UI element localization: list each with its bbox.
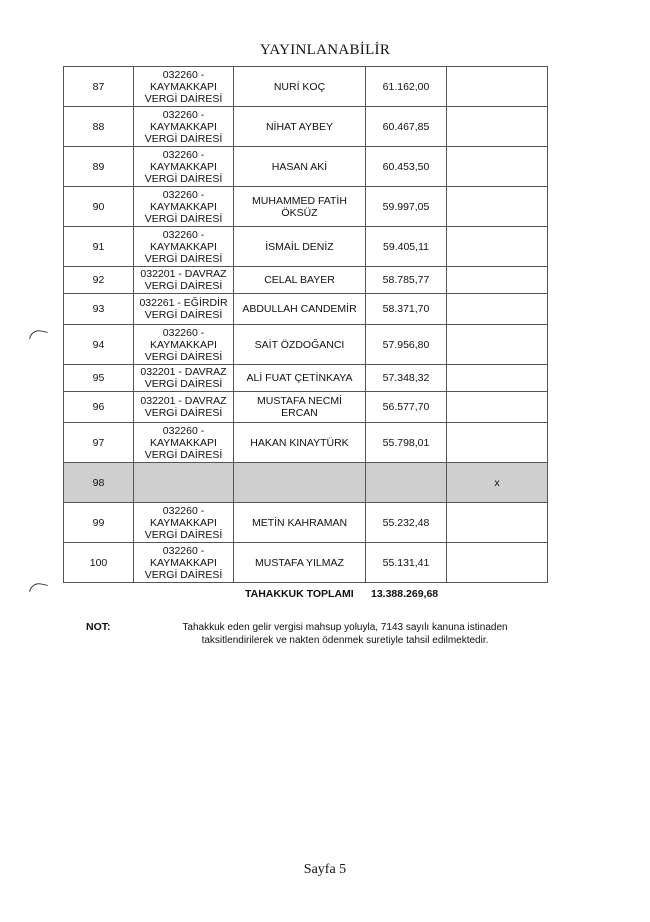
mark-cell xyxy=(447,67,548,107)
table-row xyxy=(64,227,548,267)
taxpayer-name: HASAN AKİ xyxy=(234,147,366,187)
row-number: 94 xyxy=(64,325,134,365)
mark-cell xyxy=(447,227,548,267)
row-number: 96 xyxy=(64,392,134,423)
table-row xyxy=(64,423,548,463)
row-number: 98 xyxy=(64,463,134,503)
mark-cell xyxy=(447,107,548,147)
tax-office: 032260 - KAYMAKKAPI VERGİ DAİRESİ xyxy=(134,423,234,463)
taxpayer-table-body xyxy=(64,67,548,583)
page-number: Sayfa 5 xyxy=(303,862,347,877)
accrual-amount: 60.467,85 xyxy=(366,107,447,147)
tax-office: 032260 - KAYMAKKAPI VERGİ DAİRESİ xyxy=(134,67,234,107)
accrual-amount: 57.348,32 xyxy=(366,365,447,392)
row-number: 95 xyxy=(64,365,134,392)
taxpayer-name: MUSTAFA NECMİ ERCAN xyxy=(234,392,366,423)
taxpayer-name xyxy=(234,463,366,503)
taxpayer-name: SAİT ÖZDOĞANCI xyxy=(234,325,366,365)
row-number: 89 xyxy=(64,147,134,187)
punch-hole-mark xyxy=(29,581,48,595)
tax-office: 032260 - KAYMAKKAPI VERGİ DAİRESİ xyxy=(134,503,234,543)
accrual-amount: 55.131,41 xyxy=(366,543,447,583)
page-header-title: YAYINLANABİLİR xyxy=(259,42,391,58)
table-row xyxy=(64,267,548,294)
tax-office: 032261 - EĞİRDİR VERGİ DAİRESİ xyxy=(134,294,234,325)
tax-office: 032260 - KAYMAKKAPI VERGİ DAİRESİ xyxy=(134,187,234,227)
taxpayer-table xyxy=(63,66,548,583)
accrual-amount: 58.371,70 xyxy=(366,294,447,325)
tax-office xyxy=(134,463,234,503)
table-row xyxy=(64,67,548,107)
taxpayer-name: ABDULLAH CANDEMİR xyxy=(234,294,366,325)
accrual-amount: 58.785,77 xyxy=(366,267,447,294)
punch-hole-mark xyxy=(29,328,48,342)
taxpayer-name: METİN KAHRAMAN xyxy=(234,503,366,543)
row-number: 92 xyxy=(64,267,134,294)
tax-office: 032260 - KAYMAKKAPI VERGİ DAİRESİ xyxy=(134,543,234,583)
accrual-amount: 59.997,05 xyxy=(366,187,447,227)
tax-office: 032260 - KAYMAKKAPI VERGİ DAİRESİ xyxy=(134,227,234,267)
table-row xyxy=(64,147,548,187)
row-number: 87 xyxy=(64,67,134,107)
row-number: 97 xyxy=(64,423,134,463)
taxpayer-name: HAKAN KINAYTÜRK xyxy=(234,423,366,463)
taxpayer-name: NURİ KOÇ xyxy=(234,67,366,107)
mark-cell xyxy=(447,503,548,543)
taxpayer-name: CELAL BAYER xyxy=(234,267,366,294)
accrual-amount: 56.577,70 xyxy=(366,392,447,423)
table-row xyxy=(64,365,548,392)
mark-cell xyxy=(447,187,548,227)
mark-cell xyxy=(447,365,548,392)
table-row xyxy=(64,325,548,365)
table-row xyxy=(64,392,548,423)
table-row xyxy=(64,107,548,147)
accrual-amount: 61.162,00 xyxy=(366,67,447,107)
row-number: 99 xyxy=(64,503,134,543)
tax-office: 032201 - DAVRAZ VERGİ DAİRESİ xyxy=(134,365,234,392)
row-number: 100 xyxy=(64,543,134,583)
taxpayer-name: MUHAMMED FATİH ÖKSÜZ xyxy=(234,187,366,227)
tax-office: 032260 - KAYMAKKAPI VERGİ DAİRESİ xyxy=(134,147,234,187)
accrual-amount: 59.405,11 xyxy=(366,227,447,267)
row-number: 90 xyxy=(64,187,134,227)
total-value: 13.388.269,68 xyxy=(371,588,439,600)
note-label: NOT: xyxy=(86,621,111,633)
accrual-amount xyxy=(366,463,447,503)
mark-cell xyxy=(447,267,548,294)
mark-cell xyxy=(447,392,548,423)
tax-office: 032201 - DAVRAZ VERGİ DAİRESİ xyxy=(134,267,234,294)
taxpayer-name: ALİ FUAT ÇETİNKAYA xyxy=(234,365,366,392)
tax-office: 032260 - KAYMAKKAPI VERGİ DAİRESİ xyxy=(134,325,234,365)
accrual-amount: 57.956,80 xyxy=(366,325,447,365)
table-row xyxy=(64,543,548,583)
mark-cell xyxy=(447,543,548,583)
accrual-amount: 55.798,01 xyxy=(366,423,447,463)
mark-cell xyxy=(447,294,548,325)
tax-office: 032260 - KAYMAKKAPI VERGİ DAİRESİ xyxy=(134,107,234,147)
mark-cell xyxy=(447,325,548,365)
table-row xyxy=(64,463,548,503)
mark-cell xyxy=(447,423,548,463)
mark-cell: x xyxy=(447,463,548,503)
accrual-amount: 60.453,50 xyxy=(366,147,447,187)
row-number: 88 xyxy=(64,107,134,147)
taxpayer-name: İSMAİL DENİZ xyxy=(234,227,366,267)
total-label: TAHAKKUK TOPLAMI xyxy=(245,588,354,600)
taxpayer-name: NİHAT AYBEY xyxy=(234,107,366,147)
row-number: 91 xyxy=(64,227,134,267)
accrual-amount: 55.232,48 xyxy=(366,503,447,543)
table-row xyxy=(64,503,548,543)
table-row xyxy=(64,187,548,227)
table-row xyxy=(64,294,548,325)
row-number: 93 xyxy=(64,294,134,325)
mark-cell xyxy=(447,147,548,187)
tax-office: 032201 - DAVRAZ VERGİ DAİRESİ xyxy=(134,392,234,423)
taxpayer-name: MUSTAFA YILMAZ xyxy=(234,543,366,583)
note-text: Tahakkuk eden gelir vergisi mahsup yoluyla, 7143 sayılı kanuna istinaden taksitlendirilerek ve nakten ödenmek suretiyle tahsil edilmektedir. xyxy=(182,622,508,646)
